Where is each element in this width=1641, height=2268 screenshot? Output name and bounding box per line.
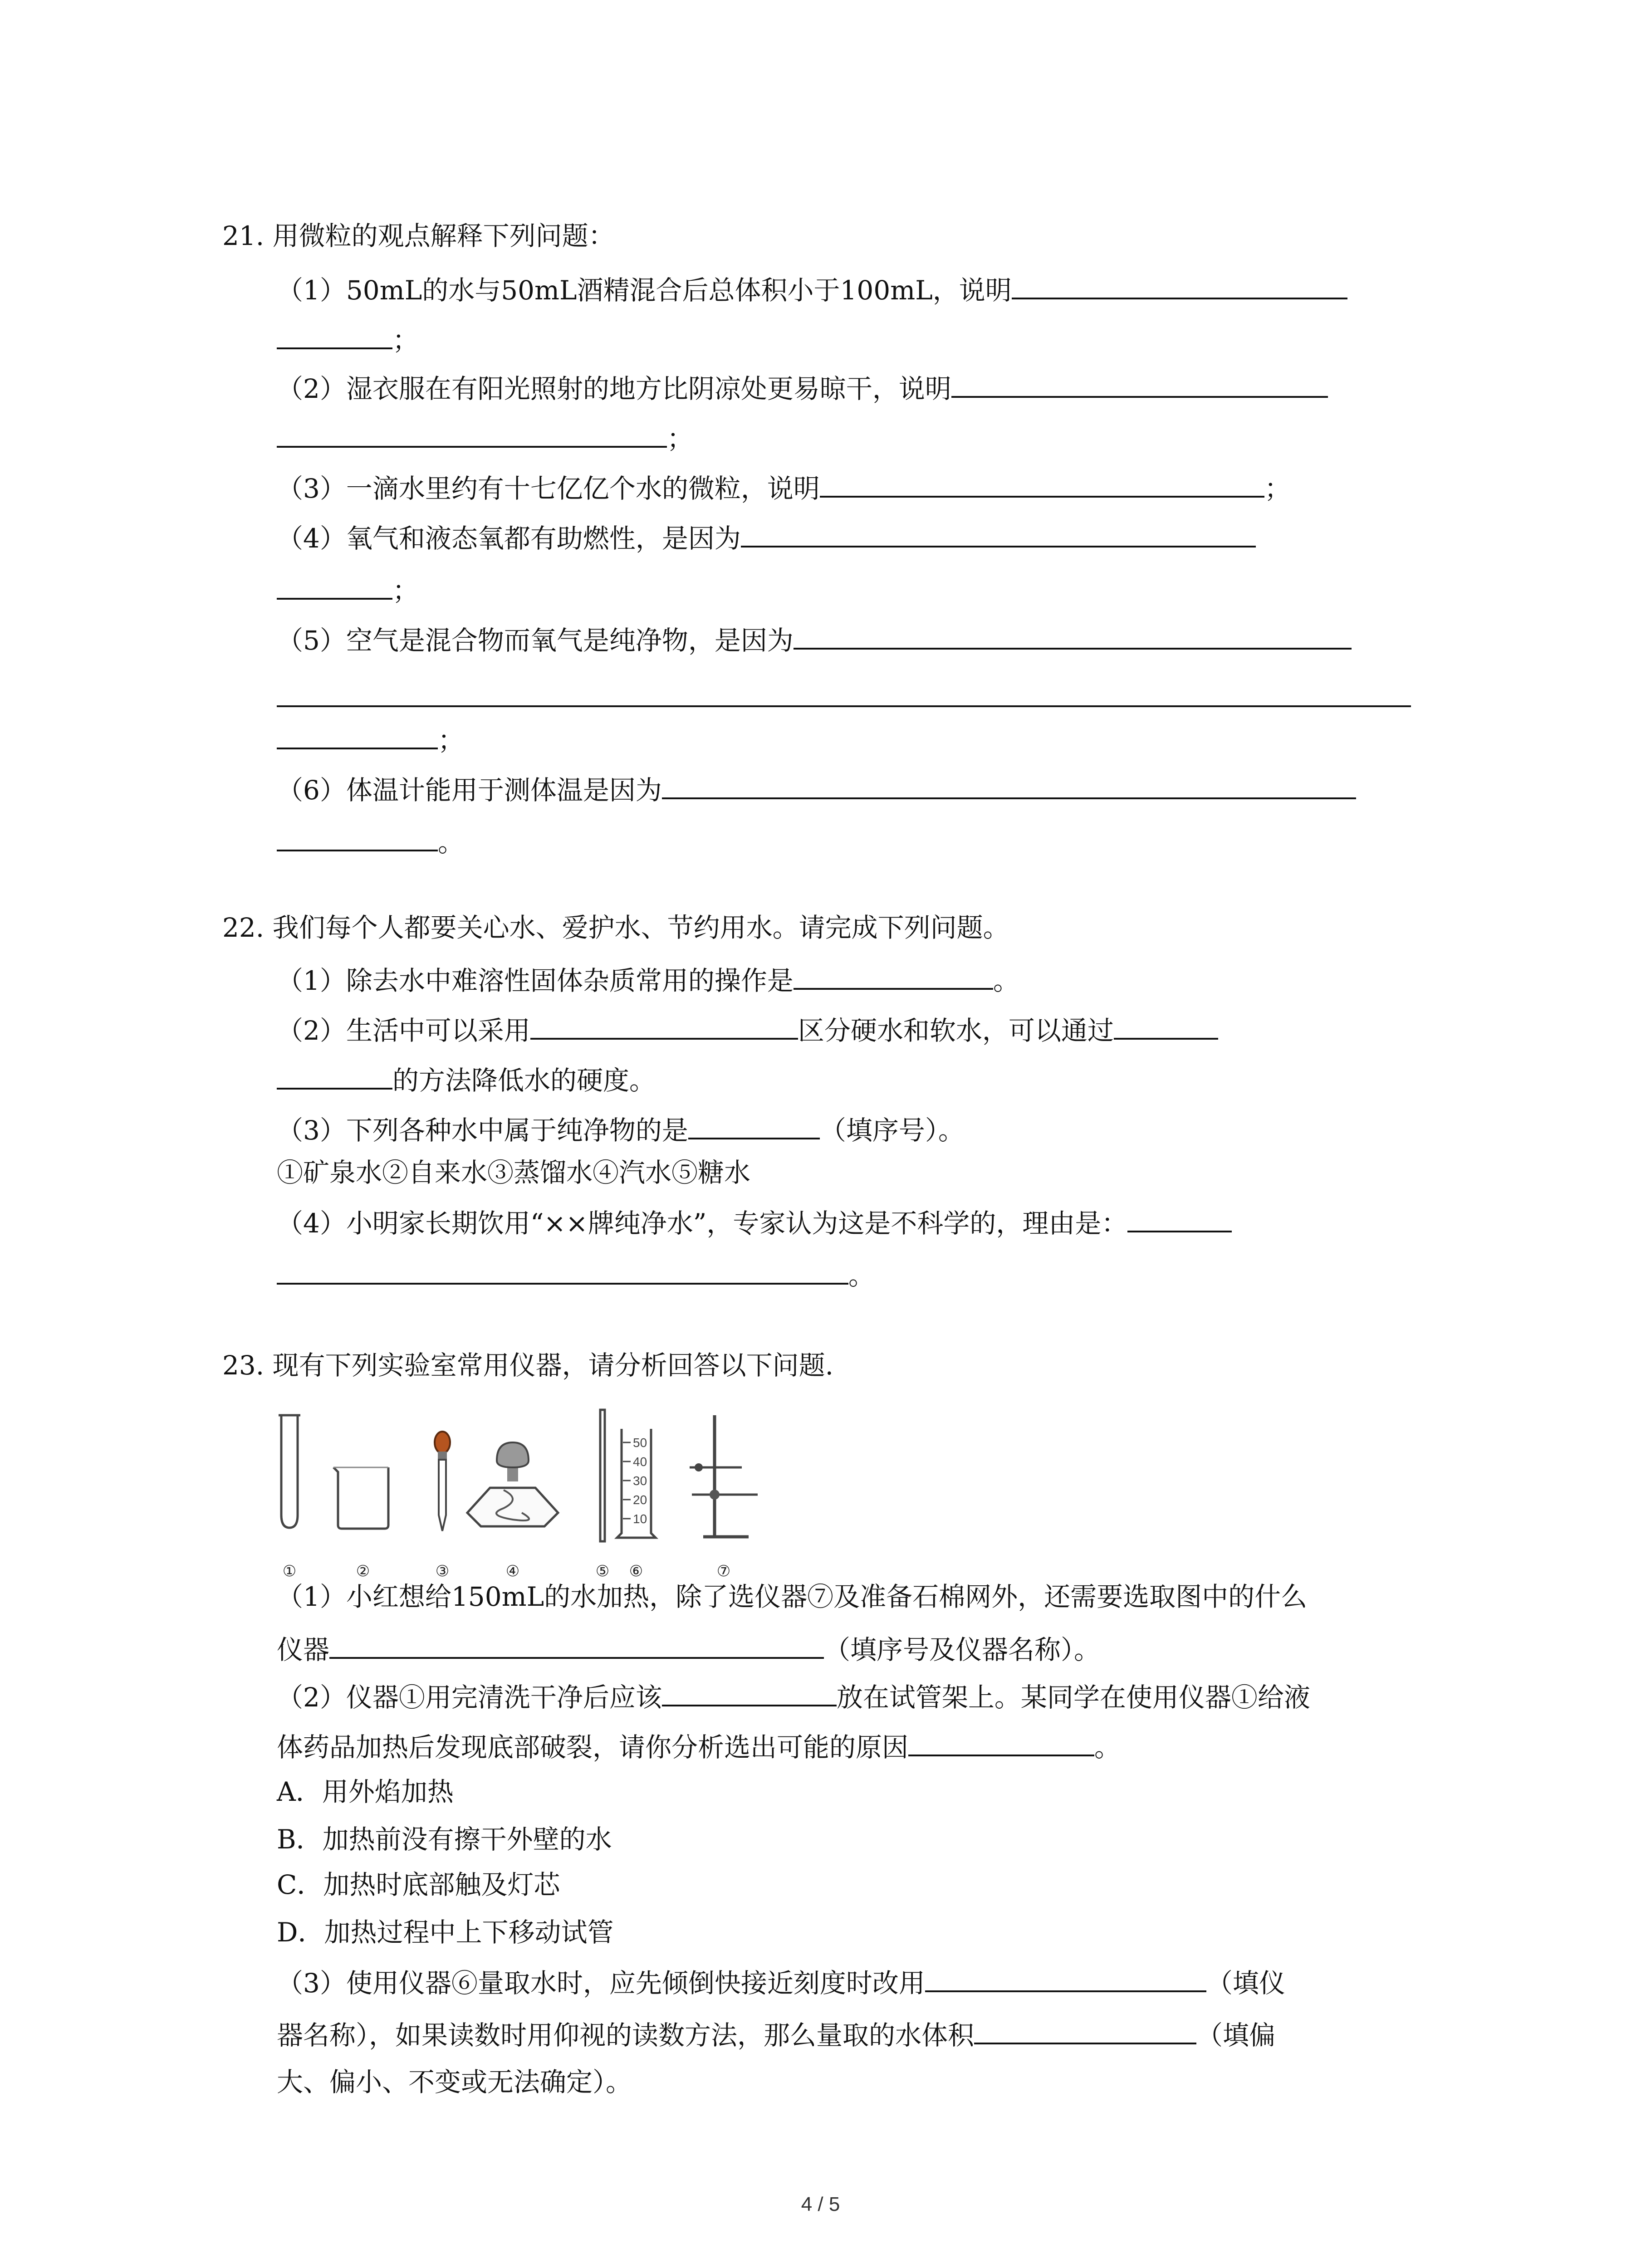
q22-stem: 22. 我们每个人都要关心水、爱护水、节约用水。请完成下列问题。 [222,912,1009,943]
answer-blank[interactable] [794,962,993,990]
q22-item-4: （4）小明家长期饮用“××牌纯净水”，专家认为这是不科学的，理由是： [277,1204,1232,1239]
answer-blank[interactable] [277,1256,848,1285]
cylinder-mark: 50 [633,1436,647,1450]
answer-blank[interactable] [277,1061,392,1090]
q21-item-3: （3）一滴水里约有十七亿亿个水的微粒，说明 ； [277,469,1291,504]
beaker-icon [333,1467,388,1529]
answer-blank[interactable] [1114,1012,1218,1040]
cylinder-mark: 30 [633,1474,647,1488]
answer-blank[interactable] [277,721,438,749]
answer-blank[interactable] [688,1111,820,1139]
q21-item-6-cont: 。 [277,823,464,858]
apparatus-label: ① [282,1563,297,1580]
q23-item-3-cont2: 大、偏小、不变或无法确定）。 [277,2067,632,2097]
apparatus-label: ⑥ [629,1563,643,1580]
answer-blank[interactable] [277,321,392,349]
answer-blank[interactable] [277,572,392,600]
q21-item-1-cont: ； [277,321,419,356]
q21-item-5: （5）空气是混合物而氧气是纯净物，是因为 [277,621,1352,656]
q23-item-1-cont: 仪器 （填序号及仪器名称）。 [277,1631,1100,1666]
answer-blank[interactable] [974,2016,1196,2044]
answer-blank[interactable] [662,1678,837,1706]
apparatus-label: ⑦ [716,1563,731,1580]
graduated-cylinder-icon [617,1429,656,1538]
test-tube-icon [279,1415,300,1528]
q22-item-1: （1）除去水中难溶性固体杂质常用的操作是 。 [277,962,1019,997]
q23-item-2: （2）仪器①用完清洗干净后应该 放在试管架上。某同学在使用仪器①给液 [277,1678,1310,1713]
q21-stem: 21. 用微粒的观点解释下列问题： [222,220,615,251]
dropper-icon [435,1432,450,1531]
answer-blank[interactable] [908,1728,1094,1756]
q23-stem: 23. 现有下列实验室常用仪器，请分析回答以下问题. [222,1350,834,1381]
q21-item-2-cont: ； [277,420,693,455]
answer-blank[interactable] [794,621,1352,650]
apparatus-label: ③ [435,1563,450,1580]
q23-option-b: B．加热前没有擦干外壁的水 [277,1824,612,1855]
answer-blank[interactable] [277,420,667,448]
q23-option-d: D．加热过程中上下移动试管 [277,1917,614,1948]
q23-item-1: （1）小红想给150mL的水加热，除了选仪器⑦及准备石棉网外，还需要选取图中的什么 [277,1581,1308,1612]
q23-item-3-cont: 器名称），如果读数时用仰视的读数方法，那么量取的水体积 （填偏 [277,2016,1275,2051]
apparatus-label: ⑤ [595,1563,610,1580]
cylinder-mark: 10 [633,1512,647,1526]
q21-item-4-cont: ； [277,572,419,606]
answer-blank[interactable] [951,370,1328,398]
alcohol-lamp-icon [467,1442,558,1526]
q23-option-c: C．加热时底部触及灯芯 [277,1869,560,1900]
q23-option-a: A．用外焰加热 [277,1776,454,1807]
q23-item-3: （3）使用仪器⑥量取水时，应先倾倒快接近刻度时改用 （填仪 [277,1964,1285,1999]
page-number: 4 / 5 [801,2193,840,2215]
answer-blank[interactable] [1127,1204,1232,1232]
q21-item-1: （1）50mL的水与50mL酒精混合后总体积小于100mL，说明 [277,271,1347,306]
answer-blank[interactable] [329,1631,824,1659]
q21-item-5-cont: ； [277,721,464,756]
q22-item-2: （2）生活中可以采用 区分硬水和软水，可以通过 [277,1012,1218,1046]
answer-blank[interactable] [662,771,1356,799]
q22-options: ①矿泉水②自来水③蒸馏水④汽水⑤糖水 [277,1157,751,1188]
q21-item-2: （2）湿衣服在有阳光照射的地方比阴凉处更易晾干，说明 [277,370,1328,405]
apparatus-label: ④ [505,1563,520,1580]
answer-blank[interactable] [530,1012,798,1040]
q21-item-4: （4）氧气和液态氧都有助燃性，是因为 [277,519,1256,554]
answer-blank[interactable] [277,823,438,851]
apparatus-label: ② [356,1563,370,1580]
q22-item-3: （3）下列各种水中属于纯净物的是 （填序号）。 [277,1111,965,1146]
answer-blank[interactable] [741,519,1256,547]
cylinder-mark: 40 [633,1455,647,1469]
q22-item-2-cont: 的方法降低水的硬度。 [277,1061,656,1096]
q21-item-6: （6）体温计能用于测体温是因为 [277,771,1356,806]
answer-blank[interactable] [925,1964,1206,1992]
q23-item-2-cont: 体药品加热后发现底部破裂，请你分析选出可能的原因 。 [277,1728,1121,1763]
answer-line[interactable] [277,705,1411,707]
iron-stand-icon [690,1415,758,1537]
glass-rod-icon [600,1410,605,1541]
cylinder-mark: 20 [633,1493,647,1507]
answer-blank[interactable] [1012,271,1347,299]
q22-item-4-cont: 。 [277,1256,875,1291]
lab-apparatus-figure [268,1406,830,1588]
answer-blank[interactable] [820,469,1264,498]
